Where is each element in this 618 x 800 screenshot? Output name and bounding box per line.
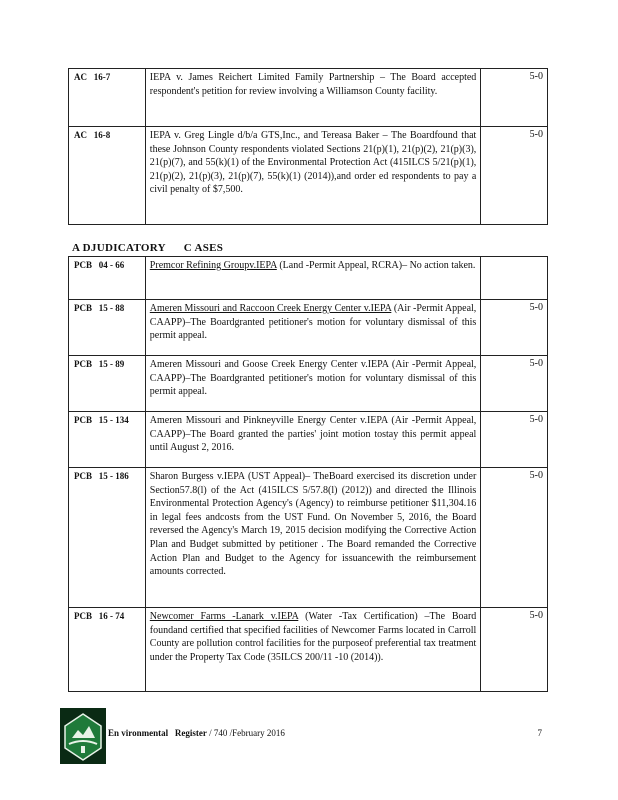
logo-tree-trunk <box>81 746 85 753</box>
vote-count: 5-0 <box>529 414 543 425</box>
case-code: PCB 04 - 66 <box>74 260 125 270</box>
vote-count: 5-0 <box>529 129 543 140</box>
top-actions-table <box>68 68 548 225</box>
case-code: PCB 15 - 134 <box>74 415 129 425</box>
table-row <box>69 412 548 468</box>
section-heading: A DJUDICATORY C ASES <box>72 242 224 254</box>
case-description: IEPA v. Greg Lingle d/b/a GTS,Inc., and Tereasa Baker – The Boardfound that these Johnson County respondents violated Sections 21(p)(1), 21(p)(2), 21(p)(3), 21(p)(7), and 55(k)(1) of the Environmental Protection Act (415ILCS 5/21(p)(1), 21(p)(2), 21(p)(3), 21(p)(7), 55(k)(1) (2014)),and order ed respondents to pay a civil penalty of $7,500. <box>149 130 477 196</box>
case-description <box>146 608 481 668</box>
page-number: 7 <box>537 728 542 738</box>
case-title: Newcomer Farms -Lanark v.IEPA <box>149 611 299 622</box>
adjudicatory-cases-table <box>68 256 548 692</box>
vote-count: 5-0 <box>529 302 543 313</box>
table-row <box>69 468 548 608</box>
case-code: AC 16-8 <box>74 130 111 140</box>
register-word: Register <box>174 728 207 738</box>
footer-publication-line <box>108 728 285 738</box>
case-code: PCB 16 - 74 <box>74 611 125 621</box>
issue-info: / 740 /February 2016 <box>206 728 285 738</box>
case-code: AC 16-7 <box>74 72 111 82</box>
table-row <box>69 356 548 412</box>
environmental-register-logo <box>60 708 106 764</box>
case-title: Premcor Refining Groupv.IEPA <box>149 260 277 271</box>
case-code: PCB 15 - 89 <box>74 359 125 369</box>
case-code: PCB 15 - 88 <box>74 303 125 313</box>
page-footer <box>60 708 550 768</box>
table-row <box>69 127 548 225</box>
case-text: Ameren Missouri and Pinkneyville Energy Center v.IEPA (Air -Permit Appeal, CAAPP)–The Board granted the parties' joint motion tostay this permit appeal until August 2, 2016. <box>149 415 477 454</box>
vote-count: 5-0 <box>529 610 543 621</box>
case-text: Sharon Burgess v.IEPA (UST Appeal)– TheBoard exercised its discretion under Section57.8(l) of the Act (415ILCS 5/57.8(l) (2012)) and directed the Illinois Environmental Protection Agency's (Agency) to reimburse petitioner $11,304.16 in legal fees andcosts from the UST Fund. On November 5, 2016, the Board reversed the Agency's March 19, 2015 decision modifying the Corrective Action Plan and Budget submitted by petitioner . The Board remanded the Corrective Action Plan and Budget to the Agency for issuancewith the reimbursement amounts corrected. <box>149 471 477 578</box>
case-text: (Air -Permit Appeal, CAAPP)–The Boardgranted petitioner's motion for voluntary dismissal of this permit appeal. <box>149 303 477 342</box>
case-description <box>146 412 481 459</box>
case-text: (Land -Permit Appeal, RCRA)– No action taken. <box>276 260 476 271</box>
case-description: IEPA v. James Reichert Limited Family Partnership – The Board accepted respondent's petition for review involving a Williamson County facility. <box>149 72 477 97</box>
case-text: Ameren Missouri and Goose Creek Energy Center v.IEPA (Air -Permit Appeal, CAAPP)–The Boardgranted petitioner's motion for voluntary dismissal of this permit appeal. <box>149 359 477 398</box>
publication-name: En vironmental <box>108 728 169 738</box>
vote-count: 5-0 <box>529 358 543 369</box>
table-row <box>69 300 548 356</box>
case-description <box>146 468 481 583</box>
table-row <box>69 608 548 692</box>
table-row <box>69 257 548 300</box>
case-text: (Water -Tax Certification) –The Board foundand certified that specified facilities of Newcomer Farms located in Carroll County are pollution control facilities for the purposeof preferential tax treatment under the Property Tax Code (35ILCS 200/11 -10 (2014)). <box>149 611 477 663</box>
case-description <box>146 356 481 403</box>
vote-count: 5-0 <box>529 470 543 481</box>
vote-count: 5-0 <box>529 71 543 82</box>
table-row <box>69 69 548 127</box>
case-description <box>146 300 481 347</box>
case-description <box>146 257 481 277</box>
case-code: PCB 15 - 186 <box>74 471 129 481</box>
vote-count <box>481 257 547 259</box>
case-title: Ameren Missouri and Raccoon Creek Energy Center v.IEPA <box>149 303 392 314</box>
